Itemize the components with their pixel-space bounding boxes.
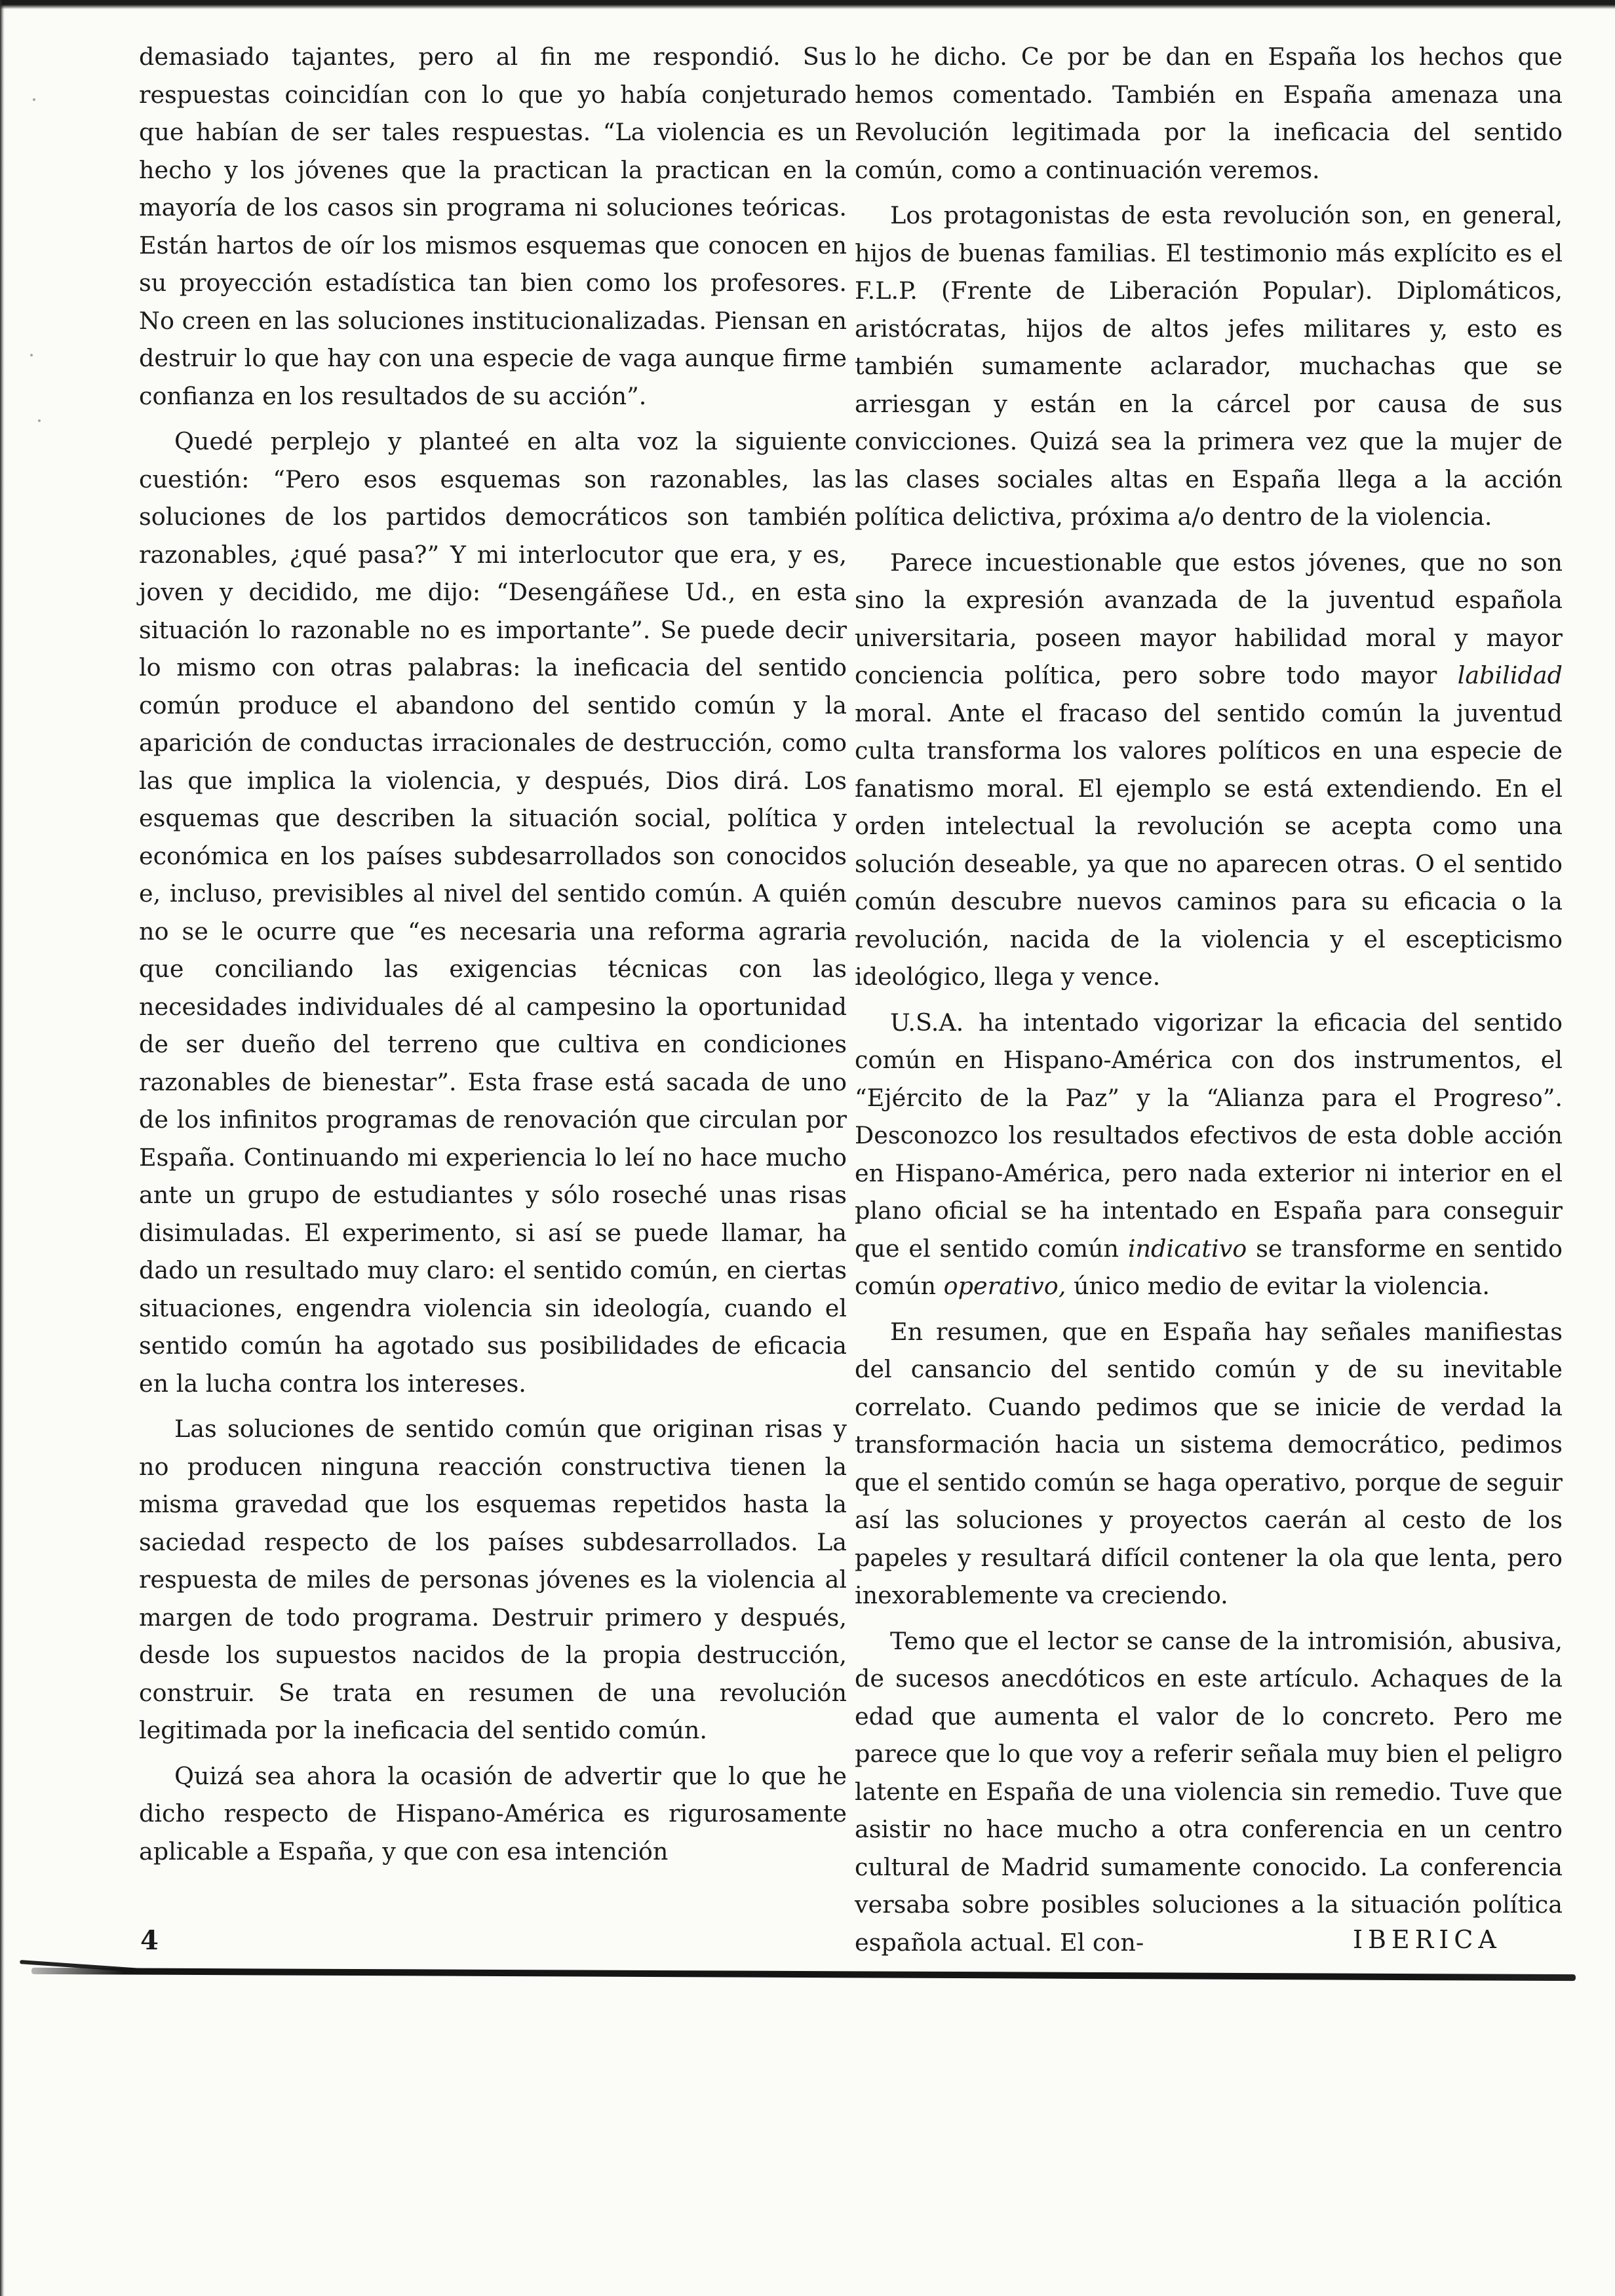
paragraph — [855, 544, 1563, 996]
paragraph: Las soluciones de sentido común que originan risas y no producen ninguna reacción constructiva tienen la misma gravedad que los esquemas repetidos hasta la saciedad respecto de los países subdesarrollados. La respuesta de miles de personas jóvenes es la violencia al margen de todo programa. Destruir primero y después, desde los supuestos nacidos de la propia destrucción, construir. Se trata en resumen de una revolución legitimada por la ineficacia del sentido común. — [139, 1415, 847, 1744]
scan-speck — [38, 419, 41, 422]
paragraph: Quizá sea ahora la ocasión de advertir que lo que he dicho respecto de Hispano-América es rigurosamente aplicable a España, y que con esa intención — [139, 1761, 847, 1866]
italic-word: operativo, — [943, 1272, 1066, 1300]
paragraph: lo he dicho. Ce por be dan en España los hechos que hemos comentado. También en España amenaza una Revolución legitimada por la ineficacia del sentido común, como a continuación veremos. — [855, 43, 1563, 184]
left-column — [139, 38, 847, 1878]
page-number: 4 — [140, 1925, 159, 1956]
text-run: moral. Ante el fracaso del sentido común la juventud culta transforma los valores políticos en una especie de fanatismo moral. El ejemplo se está extendiendo. En el orden intelectual la revolución se acepta como una solución deseable, ya que no aparecen otras. O el sentido común descubre nuevos caminos para su eficacia o la revolución, nacida de la violencia y el escepticismo ideológico, llega y vence. — [855, 698, 1563, 991]
text-run: se transforme en sentido común — [855, 1234, 1563, 1300]
scan-edge-left — [0, 0, 5, 2296]
scan-edge-top — [0, 0, 1615, 9]
footer-rule — [31, 1968, 1576, 1981]
text-run: U.S.A. ha intentado vigorizar la eficacia del sentido común en Hispano-América con dos instrumentos, el “Ejército de la Paz” y la “Alianza para el Progreso”. Desconozco los resultados efectivos de esta doble acción en Hispano-América, pero nada exterior ni interior en el plano oficial se ha intentado en España para conseguir que el sentido común — [855, 1008, 1563, 1263]
paragraph — [855, 1004, 1563, 1305]
italic-word: indicativo — [1127, 1234, 1247, 1263]
paragraph: Temo que el lector se canse de la intromisión, abusiva, de sucesos anecdóticos en este artículo. Achaques de la edad que aumenta el valor de lo concreto. Pero me parece que lo que voy a referir señala muy bien el peligro latente en España de una violencia sin remedio. Tuve que asistir no hace mucho a otra conferencia en un centro cultural de Madrid sumamente conocido. La conferencia versaba sobre posibles soluciones a la situación política española actual. El con- — [855, 1626, 1563, 1957]
paragraph: Los protagonistas de esta revolución son, en general, hijos de buenas familias. El testimonio más explícito es el F.L.P. (Frente de Liberación Popular). Diplomáticos, aristócratas, hijos de altos jefes militares y, esto es también sumamente aclarador, muchachas que se arriesgan y están en la cárcel por causa de sus convicciones. Quizá sea la primera vez que la mujer de las clases sociales altas en España llega a la acción política delictiva, próxima a/o dentro de la violencia. — [855, 201, 1563, 531]
paragraph: demasiado tajantes, pero al fin me respondió. Sus respuestas coincidían con lo que yo había conjeturado que habían de ser tales respuestas. “La violencia es un hecho y los jóvenes que la practican la practican en la mayoría de los casos sin programa ni soluciones teóricas. Están hartos de oír los mismos esquemas que conocen en su proyección estadística tan bien como los profesores. No creen en las soluciones institucionalizadas. Piensan en destruir lo que hay con una especie de vaga aunque firme confianza en los resultados de su acción”. — [139, 43, 847, 410]
paragraph: Quedé perplejo y planteé en alta voz la siguiente cuestión: “Pero esos esquemas son razonables, las soluciones de los partidos democráticos son también razonables, ¿qué pasa?” Y mi interlocutor que era, y es, joven y decidido, me dijo: “Desengáñese Ud., en esta situación lo razonable no es importante”. Se puede decir lo mismo con otras palabras: la ineficacia del sentido común produce el abandono del sentido común y la aparición de conductas irracionales de destrucción, como las que implica la violencia, y después, Dios dirá. Los esquemas que describen la situación social, política y económica en los países subdesarrollados son conocidos e, incluso, previsibles al nivel del sentido común. A quién no se le ocurre que “es necesaria una reforma agraria que conciliando las exigencias técnicas con las necesidades individuales dé al campesino la oportunidad de ser dueño del terreno que cultiva en condiciones razonables de bienestar”. Esta frase está sacada de uno de los infinitos programas de renovación que circulan por España. Continuando mi experiencia lo leí no hace mucho ante un grupo de estudiantes y sólo roseché unas risas disimuladas. El experimento, si así se puede llamar, ha dado un resultado muy claro: el sentido común, en ciertas situaciones, engendra violencia sin ideología, cuando el sentido común ha agotado sus posibilidades de eficacia en la lucha contra los intereses. — [139, 427, 847, 1398]
scan-speck — [33, 98, 35, 101]
magazine-name: IBERICA — [1353, 1925, 1502, 1954]
scan-speck — [30, 354, 33, 356]
paragraph: En resumen, que en España hay señales manifiestas del cansancio del sentido común y de su inevitable correlato. Cuando pedimos que se inicie de verdad la transformación hacia un sistema democrático, pedimos que el sentido común se haga operativo, porque de seguir así las soluciones y proyectos caerán al cesto de los papeles y resultará difícil contener la ola que lenta, pero inexorablemente va creciendo. — [855, 1317, 1563, 1609]
italic-word: labilidad — [1457, 661, 1563, 689]
text-run: único medio de evitar la violencia. — [1066, 1272, 1490, 1300]
right-column — [855, 38, 1563, 1969]
text-run: Parece incuestionable que estos jóvenes, que no son sino la expresión avanzada de la juventud española universitaria, poseen mayor habilidad moral y mayor conciencia política, pero sobre todo mayor — [855, 548, 1563, 689]
